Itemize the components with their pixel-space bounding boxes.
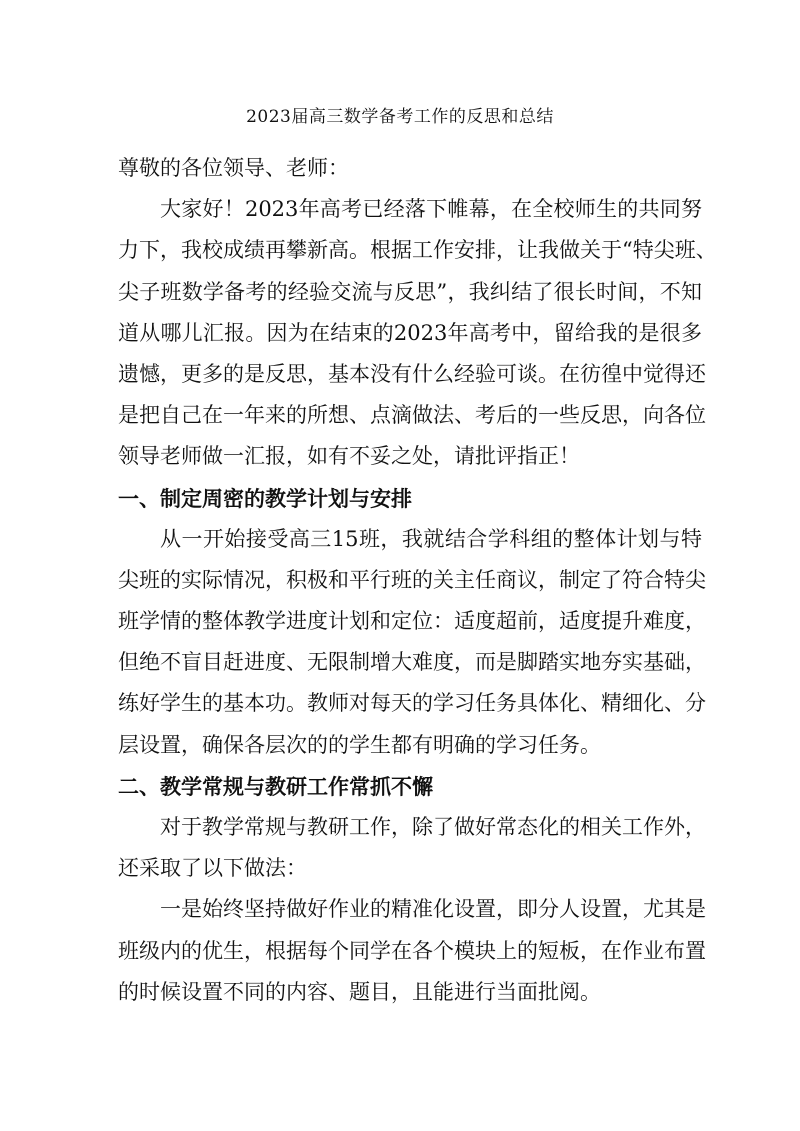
text-line: 班级内的优生，根据每个同学在各个模块上的短板，在作业布置	[118, 938, 706, 963]
document-title: 2023届高三数学备考工作的反思和总结	[246, 107, 554, 127]
section-2-paragraph-1	[118, 807, 706, 889]
section-heading-1: 一、制定周密的教学计划与安排	[118, 485, 412, 511]
text-line: 遗憾，更多的是反思，基本没有什么经验可谈。在彷徨中觉得还	[118, 361, 706, 386]
text-line: 尖子班数学备考的经验交流与反思”，我纠结了很长时间，不知	[118, 279, 702, 304]
text-line: 是把自己在一年来的所想、点滴做法、考后的一些反思，向各位	[118, 403, 706, 428]
intro-paragraph	[118, 189, 717, 477]
section-heading-2: 二、教学常规与教研工作常抓不懈	[118, 773, 433, 799]
section-2-paragraph-2	[118, 889, 706, 1013]
text-line: 道从哪儿汇报。因为在结束的2023年高考中，留给我的是很多	[118, 320, 702, 345]
text-line: 一是始终坚持做好作业的精准化设置，即分人设置，尤其是	[160, 897, 706, 922]
section-1-paragraph	[118, 519, 706, 766]
text-line: 练好学生的基本功。教师对每天的学习任务具体化、精细化、分	[118, 691, 706, 716]
text-line: 层设置，确保各层次的的学生都有明确的学习任务。	[118, 732, 601, 757]
salutation: 尊敬的各位领导、老师：	[118, 156, 349, 180]
text-line: 还采取了以下做法：	[118, 856, 307, 881]
text-line: 领导老师做一汇报，如有不妥之处，请批评指正！	[118, 444, 580, 469]
text-line: 力下，我校成绩再攀新高。根据工作安排，让我做关于“特尖班、	[118, 238, 717, 263]
text-line: 从一开始接受高三15班，我就结合学科组的整体计划与特	[160, 526, 702, 551]
text-line: 大家好！2023年高考已经落下帷幕，在全校师生的共同努	[160, 197, 702, 222]
document-body	[118, 148, 717, 1013]
text-line: 的时候设置不同的内容、题目，且能进行当面批阅。	[118, 979, 601, 1004]
text-line: 但绝不盲目赶进度、无限制增大难度，而是脚踏实地夯实基础，	[118, 650, 706, 675]
text-line: 班学情的整体教学进度计划和定位：适度超前，适度提升难度，	[118, 609, 706, 634]
text-line: 对于教学常规与教研工作，除了做好常态化的相关工作外，	[160, 815, 706, 839]
text-line: 尖班的实际情况，积极和平行班的关主任商议，制定了符合特尖	[118, 567, 706, 592]
